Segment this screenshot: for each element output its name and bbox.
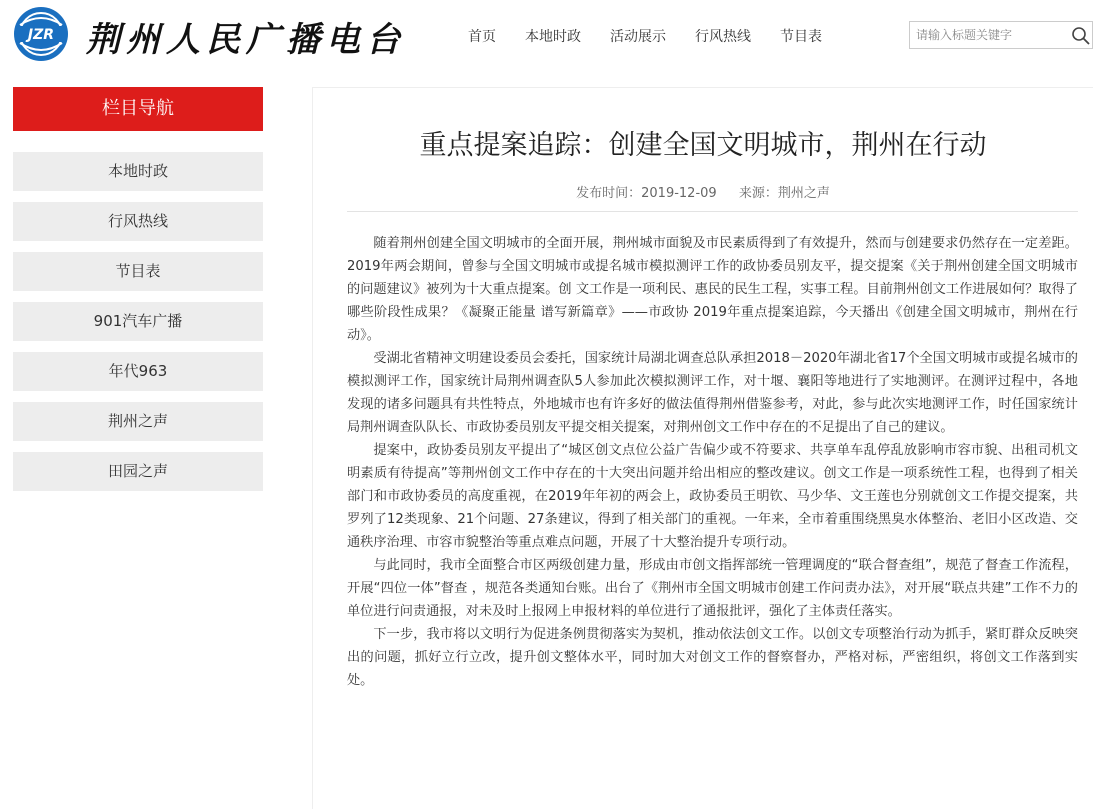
article-meta <box>313 182 1093 201</box>
search-input[interactable] <box>910 22 1070 48</box>
article-source: 来源：荆州之声 <box>738 186 830 201</box>
sidebar <box>13 87 263 502</box>
sidebar-item-schedule[interactable]: 节目表 <box>13 252 263 291</box>
article-paragraph: 与此同时，我市全面整合市区两级创建力量，形成由市创文指挥部统一管理调度的“联合督查组”，规范了督查工作流程，开展“四位一体”督查 ，规范各类通知台账。出台了《荆州市全国文明城市创建工作问责办法》，对开展“联点共建”工作不力的单位进行问责通报，对未及时上报网上申报材料的单位进行了通报批评，强化了主体责任落实。 <box>347 558 1078 619</box>
main-nav <box>468 27 851 47</box>
title-divider <box>347 211 1078 212</box>
nav-local-politics[interactable]: 本地时政 <box>525 29 581 45</box>
logo-text: JZR <box>27 27 55 43</box>
article-title: 重点提案追踪：创建全国文明城市，荆州在行动 <box>419 130 987 161</box>
sidebar-item-hotline[interactable]: 行风热线 <box>13 202 263 241</box>
site-name[interactable]: 荆州人民广播电台 <box>86 20 406 60</box>
nav-hotline[interactable]: 行风热线 <box>695 29 751 45</box>
sidebar-item-jingzhou-voice[interactable]: 荆州之声 <box>13 402 263 441</box>
sidebar-item-era-963[interactable]: 年代963 <box>13 352 263 391</box>
article-paragraph: 提案中，政协委员别友平提出了“城区创文点位公益广告偏少或不符要求、共享单车乱停乱放影响市容市貌、出租司机文明素质有待提高”等荆州创文工作中存在的十大突出问题并给出相应的整改建议。创文工作是一项系统性工程，也得到了相关部门和市政协委员的高度重视，在2019年年初的两会上，政协委员王明钦、马少华、文王莲也分别就创文工作提交提案，共罗列了12类现象、21个问题、27条建议，得到了相关部门的重视。一年来，全市着重围绕黑臭水体整治、老旧小区改造、交通秩序治理、市容市貌整治等重点难点问题，开展了十大整治提升专项行动。 <box>347 443 1078 550</box>
article-body <box>347 232 1078 692</box>
article-paragraph: 受湖北省精神文明建设委员会委托，国家统计局湖北调查总队承担2018－2020年湖北省17个全国文明城市或提名城市的模拟测评工作，国家统计局荆州调查队5人参加此次模拟测评工作，对十堰、襄阳等地进行了实地测评。在测评过程中，各地发现的诸多问题具有共性特点，外地城市也有许多好的做法值得荆州借鉴参考，对此，参与此次实地测评工作，时任国家统计局荆州调查队队长、市政协委员别友平提交相关提案，对荆州创文工作中存在的不足提出了自己的建议。 <box>347 351 1078 435</box>
search-box <box>909 21 1093 49</box>
nav-schedule[interactable]: 节目表 <box>780 29 822 45</box>
sidebar-item-local-politics[interactable]: 本地时政 <box>13 152 263 191</box>
logo-icon[interactable] <box>12 5 70 63</box>
article-paragraph: 下一步，我市将以文明行为促进条例贯彻落实为契机，推动依法创文工作。以创文专项整治行动为抓手，紧盯群众反映突出的问题，抓好立行立改，提升创文整体水平，同时加大对创文工作的督察督办，严格对标，严密组织，将创文工作落到实处。 <box>347 627 1078 688</box>
nav-home[interactable]: 首页 <box>468 29 496 45</box>
sidebar-item-901-auto-radio[interactable]: 901汽车广播 <box>13 302 263 341</box>
search-icon[interactable] <box>1070 25 1092 47</box>
nav-activities[interactable]: 活动展示 <box>610 29 666 45</box>
publish-time: 发布时间：2019-12-09 <box>576 186 717 201</box>
sidebar-title: 栏目导航 <box>13 87 263 131</box>
article-paragraph: 随着荆州创建全国文明城市的全面开展，荆州城市面貌及市民素质得到了有效提升，然而与创建要求仍然存在一定差距。2019年两会期间，曾参与全国文明城市或提名城市模拟测评工作的政协委员别友平，提交提案《关于荆州创建全国文明城市的问题建议》被列为十大重点提案。创 文工作是一项利民、惠民的民生工程，实事工程。目前荆州创文工作进展如何？取得了哪些阶段性成果？《凝聚正能量 谱写新篇章》——市政协 2019年重点提案追踪，今天播出《创建全国文明城市，荆州在行动》。 <box>347 236 1078 343</box>
article-panel <box>312 87 1093 809</box>
sidebar-item-pastoral-voice[interactable]: 田园之声 <box>13 452 263 491</box>
site-header <box>0 0 1093 78</box>
